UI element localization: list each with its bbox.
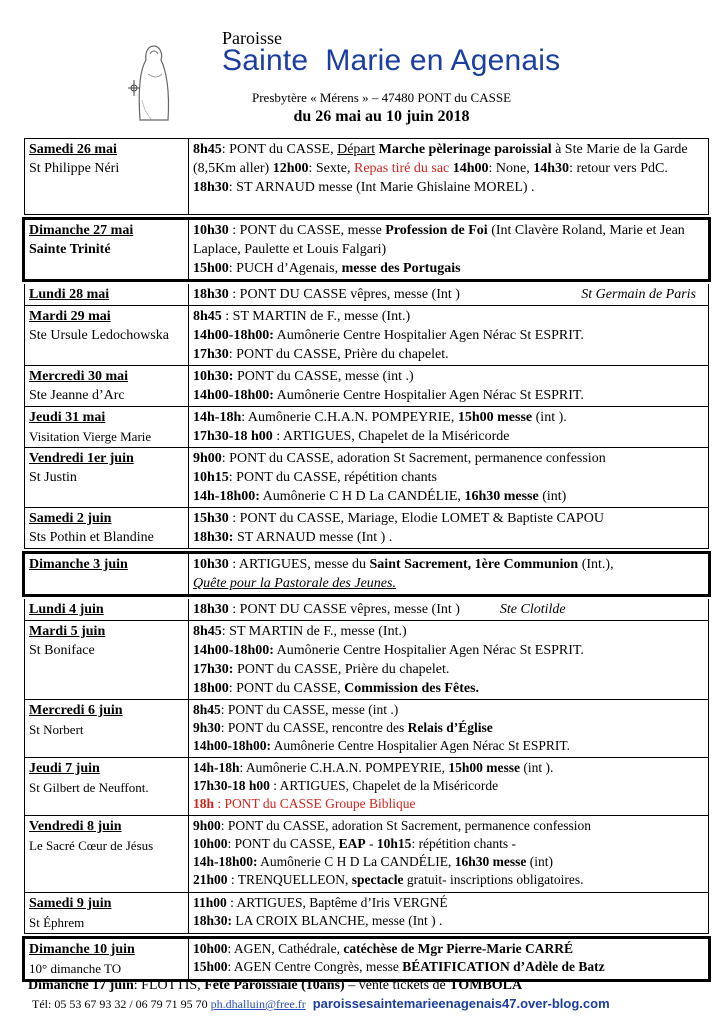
event-text: : PONT du CASSE, Prière du chapelet. (228, 347, 449, 362)
event-text: : Sexte, (308, 161, 354, 176)
event-text: 9h00 (193, 818, 221, 833)
event-text: 14h-18h (193, 760, 240, 775)
event-text: : PONT du CASSE, adoration St Sacrement, permanence confession (220, 818, 591, 833)
footer-event: Fête Paroissiale (10ans) (204, 978, 345, 993)
schedule-row (24, 407, 709, 448)
event-text: : AGEN, Cathédrale, (227, 941, 344, 956)
event-line (193, 622, 704, 641)
day-name: Samedi 9 juin (29, 896, 112, 911)
event-text: 14h00 (452, 161, 489, 176)
event-line (193, 853, 704, 871)
event-text: 11h00 (193, 895, 227, 910)
event-text: 15h00 (193, 959, 228, 974)
event-line (193, 468, 704, 487)
schedule-row (24, 599, 709, 621)
event-text: - (365, 836, 377, 851)
event-line (193, 221, 704, 259)
event-line (193, 660, 704, 679)
day-name: Dimanche 3 juin (29, 557, 128, 572)
event-text: Profession de Foi (385, 223, 488, 238)
event-line (193, 259, 704, 278)
event-line (193, 940, 704, 958)
header-title: Sainte Marie en Agenais (222, 44, 561, 77)
day-name: Mardi 29 mai (29, 309, 111, 324)
event-text: : ST ARNAUD messe (Int Marie Ghislaine MOREL) . (228, 180, 535, 195)
day-name: Lundi 28 mai (29, 287, 110, 302)
event-text: 14h30 (533, 161, 570, 176)
events-cell (189, 758, 708, 815)
event-text: : PONT du CASSE, messe (int .) (220, 702, 399, 717)
day-name: Jeudi 31 mai (29, 410, 106, 425)
event-line (193, 835, 704, 853)
event-text: : PONT du CASSE, rencontre des (220, 720, 408, 735)
event-text: 14h-18h (193, 410, 242, 425)
event-text: 16h30 messe (454, 854, 527, 869)
day-cell (25, 448, 189, 507)
events-cell (189, 700, 708, 757)
schedule-row (24, 816, 709, 893)
event-text: 15h00 (193, 261, 229, 276)
day-cell (25, 139, 189, 214)
event-text: 10h00 (193, 836, 228, 851)
event-text: Aumônerie Centre Hospitalier Agen Nérac St ESPRIT. (273, 328, 584, 343)
events-cell (189, 816, 708, 892)
event-text: Quête pour la Pastorale des Jeunes. (193, 576, 396, 591)
event-text: 17h30-18 h00 (193, 778, 270, 793)
event-text: : PONT du CASSE, Mariage, Elodie LOMET & Baptiste CAPOU (228, 511, 604, 526)
day-cell (25, 700, 189, 757)
schedule-table (24, 138, 709, 984)
event-text: 8h45 (193, 624, 222, 639)
event-text: 10h15 (376, 836, 412, 851)
event-text: 18h30: (193, 913, 233, 928)
event-line (193, 386, 704, 405)
event-text: BÉATIFICATION d’Adèle de Batz (402, 959, 605, 974)
event-text: messe des Portugais (341, 261, 461, 276)
saint-of-day: St Norbert (29, 722, 84, 737)
events-cell (189, 508, 708, 548)
saint-of-day: Le Sacré Cœur de Jésus (29, 838, 154, 853)
event-text: Aumônerie Centre Hospitalier Agen Nérac St ESPRIT. (273, 388, 584, 403)
event-text: Aumônerie C H D La CANDÉLIE, (257, 854, 455, 869)
day-cell (25, 554, 189, 594)
event-text: : ST MARTIN de F., messe (Int.) (221, 624, 407, 639)
event-text: : PUCH d’Agenais, (228, 261, 342, 276)
event-text: Aumônerie Centre Hospitalier Agen Nérac St ESPRIT. (273, 643, 584, 658)
schedule-row (22, 217, 711, 282)
event-text: PONT du CASSE, Prière du chapelet. (233, 662, 450, 677)
saint-of-day: 10° dimanche TO (29, 961, 122, 976)
event-line (193, 449, 704, 468)
day-cell (25, 284, 189, 305)
event-text: (int) (526, 854, 553, 869)
event-line (193, 894, 704, 912)
schedule-row (24, 366, 709, 407)
day-cell (25, 508, 189, 548)
event-line (193, 307, 704, 326)
event-text: catéchèse de Mgr Pierre-Marie CARRÉ (343, 941, 574, 956)
footer-sale: – vente tickets de (344, 978, 450, 993)
saint-of-day: St Philippe Néri (29, 161, 120, 176)
event-text: 12h00 (272, 161, 309, 176)
event-text: : AGEN Centre Congrès, messe (227, 959, 403, 974)
events-cell (189, 448, 708, 507)
footer-phone: Tél: 05 53 67 93 32 / 06 79 71 95 70 (32, 997, 208, 1011)
event-text: 15h00 messe (448, 760, 521, 775)
events-cell (189, 220, 708, 279)
events-cell (189, 554, 708, 594)
day-name: Samedi 2 juin (29, 511, 112, 526)
event-line (193, 777, 704, 795)
event-line (193, 427, 704, 446)
saint-of-day: Visitation Vierge Marie (29, 429, 152, 444)
event-line (193, 701, 704, 719)
footer-place: : FLOTTIS, (133, 978, 205, 993)
saint-of-day: Ste Ursule Ledochowska (29, 328, 169, 343)
events-cell (189, 939, 708, 979)
day-name: Dimanche 10 juin (29, 942, 135, 957)
event-text: : PONT du CASSE, (227, 836, 339, 851)
day-cell (25, 939, 189, 979)
event-text: spectacle (351, 872, 404, 887)
day-name: Samedi 26 mai (29, 142, 117, 157)
schedule-row (24, 448, 709, 508)
event-text: 9h00 (193, 451, 222, 466)
schedule-row (24, 306, 709, 366)
event-text: : Aumônerie C.H.A.N. POMPEYRIE, (239, 760, 449, 775)
header-period: du 26 mai au 10 juin 2018 (293, 108, 470, 125)
event-text: 8h45 (193, 702, 221, 717)
event-text: Repas tiré du sac (354, 161, 450, 176)
events-cell (189, 366, 708, 406)
day-name: Dimanche 27 mai (29, 223, 134, 238)
event-text: Commission des Fêtes. (344, 681, 480, 696)
event-text: Saint Sacrement, 1ère Communion (369, 557, 579, 572)
saint-of-day: St Éphrem (29, 915, 85, 930)
day-name: Lundi 4 juin (29, 602, 104, 617)
day-cell (25, 621, 189, 699)
event-text: 15h00 messe (457, 410, 533, 425)
events-cell (189, 306, 708, 365)
event-text: 10h30: (193, 369, 234, 384)
schedule-row (24, 621, 709, 700)
event-line (193, 912, 704, 930)
event-text: : PONT du CASSE, adoration St Sacrement, permanence confession (221, 451, 606, 466)
day-cell (25, 599, 189, 620)
event-text: 9h30 (193, 720, 221, 735)
event-line (193, 487, 704, 506)
schedule-row (22, 551, 711, 597)
event-text: : répétition chants - (411, 836, 517, 851)
event-line (193, 509, 704, 528)
event-line (193, 408, 704, 427)
event-text: 18h30 (193, 287, 229, 302)
event-line (193, 528, 704, 547)
event-line (193, 641, 704, 660)
event-text: : ARTIGUES, Chapelet de la Miséricorde (272, 429, 510, 444)
day-cell (25, 816, 189, 892)
event-text: 10h15 (193, 470, 229, 485)
events-cell (189, 139, 708, 214)
events-cell (189, 407, 708, 447)
event-text: 18h00 (193, 681, 229, 696)
events-cell (189, 621, 708, 699)
event-text: : ARTIGUES, Chapelet de la Miséricorde (269, 778, 499, 793)
event-line (193, 719, 704, 737)
event-text: Aumônerie C H D La CANDÉLIE, (259, 489, 465, 504)
event-text: 14h-18h00: (193, 854, 258, 869)
day-name: Vendredi 1er juin (29, 451, 134, 466)
event-text: 14h00-18h00: (193, 388, 274, 403)
event-text: 14h00-18h00: (193, 643, 274, 658)
footer-tombola: TOMBOLA (449, 978, 523, 993)
saint-of-day: Ste Jeanne d’Arc (29, 388, 125, 403)
event-text: 18h30 (193, 602, 229, 617)
footer-announcement (28, 978, 522, 994)
events-cell (189, 599, 708, 620)
saint-of-day: St Boniface (29, 643, 95, 658)
schedule-row (22, 936, 711, 982)
event-line (193, 140, 704, 178)
event-text: : TRENQUELLEON, (227, 872, 352, 887)
event-line (193, 555, 704, 574)
event-text: : PONT du CASSE, (228, 681, 345, 696)
day-cell (25, 407, 189, 447)
day-cell (25, 893, 189, 933)
header-address: Presbytère « Mérens » – 47480 PONT du CASSE (251, 90, 512, 105)
event-text: 18h30 (193, 180, 229, 195)
event-text: (Int Clavère Roland, Marie et Jean Laplace, Paulette et Louis Falgari) (193, 223, 685, 257)
event-line (193, 574, 704, 593)
event-line (193, 326, 704, 345)
event-text: 8h45 (193, 142, 222, 157)
event-text: St Germain de Paris (581, 287, 696, 302)
event-text: 10h30 (193, 223, 229, 238)
event-line (193, 871, 704, 889)
event-text: (int ). (520, 760, 554, 775)
event-text: : retour vers PdC. (569, 161, 668, 176)
event-text: à Ste Marie de la Garde (8,5Km aller) (193, 142, 688, 176)
event-text: : PONT du CASSE Groupe Biblique (214, 796, 416, 811)
event-text: 10h00 (193, 941, 228, 956)
footer-date: Dimanche 17 juin (28, 978, 134, 993)
saint-of-day: St Justin (29, 470, 77, 485)
event-text: 17h30: (193, 662, 234, 677)
event-line (193, 958, 704, 976)
event-text: 14h00-18h00: (193, 328, 274, 343)
event-text: 15h30 (193, 511, 229, 526)
event-line (193, 817, 704, 835)
footer-contact (32, 996, 610, 1012)
day-cell (25, 306, 189, 365)
event-text: 18h30: (193, 530, 234, 545)
event-text: 17h30 (193, 347, 229, 362)
day-cell (25, 220, 189, 279)
event-line (193, 759, 704, 777)
day-cell (25, 366, 189, 406)
event-text: 21h00 (193, 872, 228, 887)
schedule-row (24, 284, 709, 306)
schedule-row (24, 508, 709, 549)
header-line1: Paroisse (222, 28, 282, 48)
event-text: PONT du CASSE, messe (int .) (233, 369, 414, 384)
event-text: : ST MARTIN de F., messe (Int.) (221, 309, 411, 324)
event-text: (int ). (532, 410, 567, 425)
saint-of-day: Sainte Trinité (29, 242, 111, 257)
event-text: : PONT du CASSE, messe (228, 223, 386, 238)
event-text: 17h30-18 h00 (193, 429, 273, 444)
event-line (193, 367, 704, 386)
day-name: Vendredi 8 juin (29, 819, 122, 834)
day-name: Mercredi 30 mai (29, 369, 129, 384)
footer-email-link[interactable]: ph.dhalluin@free.fr (210, 997, 306, 1011)
day-cell (25, 758, 189, 815)
event-line (193, 600, 704, 619)
event-text: : PONT DU CASSE vêpres, messe (Int ) (228, 602, 460, 617)
event-text: Marche pèlerinage paroissial (378, 142, 552, 157)
event-line (193, 795, 704, 813)
day-name: Mercredi 6 juin (29, 703, 123, 718)
event-text: (Int.), (578, 557, 614, 572)
day-name: Mardi 5 juin (29, 624, 106, 639)
schedule-row (24, 758, 709, 816)
event-text: : PONT du CASSE, (221, 142, 338, 157)
event-text: : ARTIGUES, Baptême d’Iris VERGNÉ (226, 895, 448, 910)
event-text: 14h00-18h00: (193, 738, 272, 753)
event-text: 16h30 messe (464, 489, 539, 504)
schedule-row (24, 893, 709, 934)
event-line (193, 345, 704, 364)
event-text: EAP (338, 836, 366, 851)
event-text: gratuit- inscriptions obligatoires. (403, 872, 584, 887)
event-text: : None, (488, 161, 534, 176)
saint-of-day: St Gilbert de Neuffont. (29, 780, 149, 795)
event-line (193, 178, 704, 197)
schedule-row (24, 700, 709, 758)
event-text: 8h45 (193, 309, 222, 324)
event-text: : ARTIGUES, messe du (228, 557, 370, 572)
event-line (193, 285, 704, 304)
event-text: (int) (538, 489, 567, 504)
event-text: Ste Clotilde (499, 602, 566, 617)
event-text: Départ (337, 142, 376, 157)
schedule-row (24, 138, 709, 215)
event-line (193, 679, 704, 698)
day-name: Jeudi 7 juin (29, 761, 100, 776)
event-text: 10h30 (193, 557, 229, 572)
event-text: Relais d’Église (407, 720, 493, 735)
event-text: 18h (193, 796, 215, 811)
events-cell (189, 893, 708, 933)
event-text: ST ARNAUD messe (Int ) . (233, 530, 393, 545)
footer-blog-link[interactable]: paroissesaintemarieenagenais47.over-blog.com (312, 996, 610, 1011)
saint-of-day: Sts Pothin et Blandine (29, 530, 154, 545)
event-text: Aumônerie Centre Hospitalier Agen Nérac St ESPRIT. (271, 738, 570, 753)
event-text: 14h-18h00: (193, 489, 260, 504)
event-line (193, 737, 704, 755)
event-text: : PONT DU CASSE vêpres, messe (Int ) (228, 287, 460, 302)
events-cell (189, 284, 708, 305)
event-text: : Aumônerie C.H.A.N. POMPEYRIE, (241, 410, 458, 425)
event-text: : PONT du CASSE, répétition chants (228, 470, 437, 485)
event-text: LA CROIX BLANCHE, messe (Int ) . (232, 913, 443, 928)
